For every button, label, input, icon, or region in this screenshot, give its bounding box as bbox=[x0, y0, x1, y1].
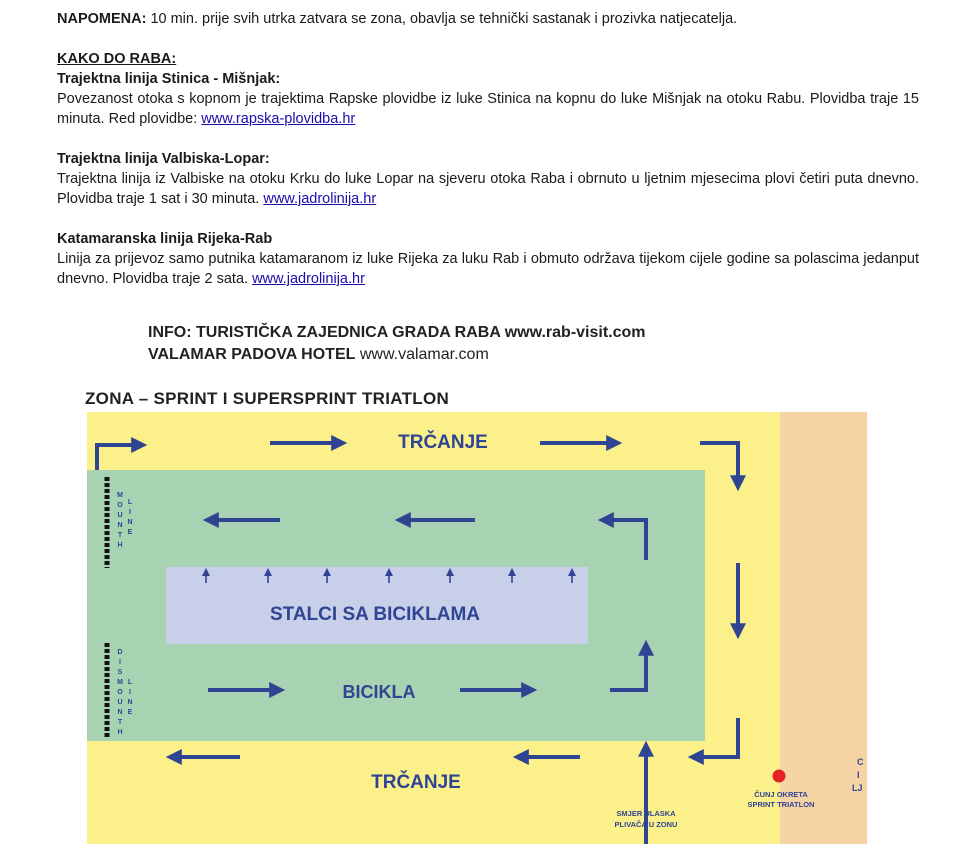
directions-heading: KAKO DO RABA: bbox=[57, 51, 177, 67]
info-hotel-site: www.valamar.com bbox=[355, 346, 489, 363]
route-text: Trajektna linija iz Valbiske na otoku Krku do luke Lopar na sjeveru otoka Raba i obrnuto u ljetnim mjesecima plovi četiri puta dnevno. Plovidba traje 1 sat i 30 minuta. bbox=[57, 171, 919, 207]
mount-line-label-2: L I N E bbox=[127, 499, 133, 536]
route-title: Katamaranska linija Rijeka-Rab bbox=[57, 231, 273, 247]
turn-cone-icon bbox=[773, 770, 786, 783]
route-title: Trajektna linija Stinica - Mišnjak: bbox=[57, 71, 281, 87]
run-label-top: TRČANJE bbox=[398, 432, 488, 453]
swim-direction-label-2: PLIVAČA U ZONU bbox=[614, 820, 678, 829]
turn-cone-label-2: SPRINT TRIATLON bbox=[747, 800, 815, 809]
route-text: Povezanost otoka s kopnom je trajektima Rapske plovidbe iz luke Stinica na kopnu do luke Mišnjak na otoku Rabu. Plovidba traje 15 minuta. Red plovidbe: bbox=[57, 91, 919, 127]
info-hotel-name: VALAMAR PADOVA HOTEL bbox=[148, 346, 356, 363]
notice-text: 10 min. prije svih utrka zatvara se zona, obavlja se tehnički sastanak i prozivka natjecatelja. bbox=[146, 11, 738, 27]
turn-cone-label-1: ČUNJ OKRETA bbox=[754, 790, 808, 799]
route-title: Trajektna linija Valbiska-Lopar: bbox=[57, 151, 270, 167]
route-text: Linija za prijevoz samo putnika katamaranom iz luke Rijeka za luku Rab i obmuto održava tijekom cijele godine sa polascima jedanput dnevno. Plovidba traje 2 sata. bbox=[57, 251, 919, 287]
route-link[interactable]: www.jadrolinija.hr bbox=[263, 191, 377, 207]
route-link[interactable]: www.jadrolinija.hr bbox=[252, 271, 365, 287]
finish-label: C I LJ bbox=[852, 757, 864, 793]
zone-title: ZONA – SPRINT I SUPERSPRINT TRIATLON bbox=[85, 389, 450, 408]
bike-label: BICIKLA bbox=[342, 682, 416, 702]
dismount-line-label-2: L I N E bbox=[127, 679, 133, 716]
route-link[interactable]: www.rapska-plovidba.hr bbox=[201, 111, 356, 127]
dismount-line-label-1: D I S M O U N T H bbox=[117, 649, 123, 736]
mount-line-label-1: M O U N T H bbox=[117, 492, 123, 549]
finish-area bbox=[780, 412, 867, 844]
info-line-1: INFO: TURISTIČKA ZAJEDNICA GRADA RABA www.rab-visit.com bbox=[148, 324, 646, 341]
swim-direction-label-1: SMJER ULASKA bbox=[616, 809, 676, 818]
notice-label: NAPOMENA: bbox=[57, 11, 147, 27]
racks-label: STALCI SA BICIKLAMA bbox=[269, 604, 481, 625]
run-label-bottom: TRČANJE bbox=[371, 772, 461, 793]
